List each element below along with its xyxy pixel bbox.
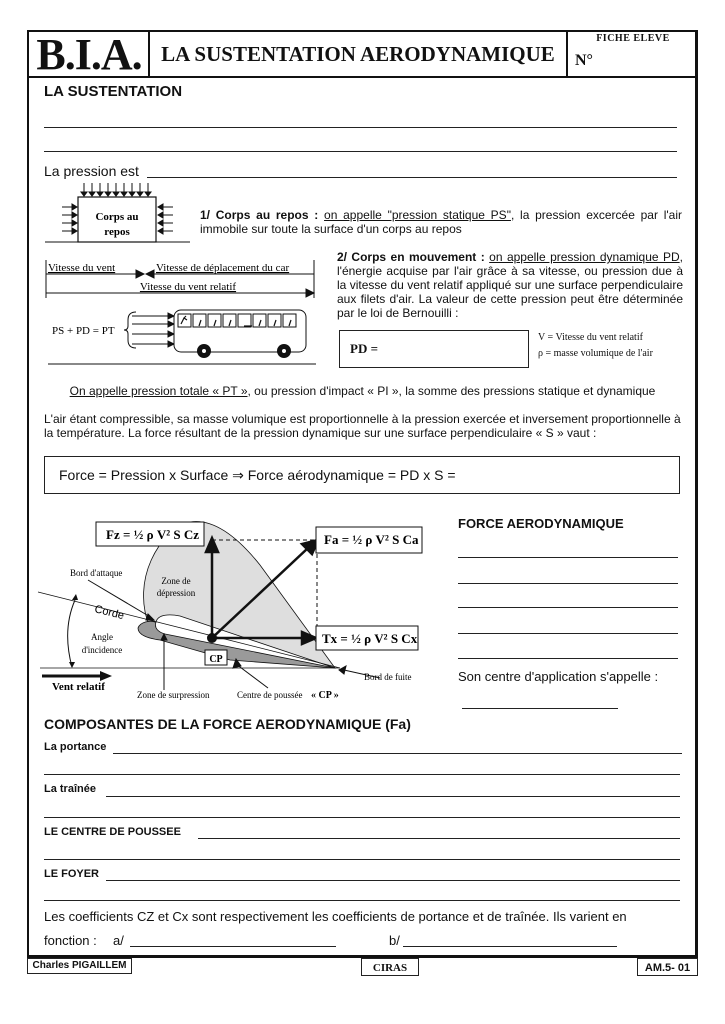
vitesse-car-label: Vitesse de déplacement du car bbox=[156, 262, 290, 274]
repos-paragraph bbox=[200, 208, 682, 236]
vitesse-vent-label: Vitesse du vent bbox=[48, 262, 116, 274]
cp-point bbox=[207, 633, 217, 643]
cp-label: CP bbox=[209, 654, 223, 665]
repos-underlined: on appelle "pression statique PS" bbox=[324, 208, 511, 222]
centre-application-answer[interactable] bbox=[462, 708, 618, 709]
footer-org: CIRAS bbox=[361, 958, 419, 976]
vent-relatif-label: Vent relatif bbox=[52, 681, 105, 693]
page-title: LA SUSTENTATION AERODYNAMIQUE bbox=[161, 42, 555, 66]
answer-line[interactable] bbox=[44, 859, 680, 860]
pression-totale-line bbox=[0, 384, 725, 398]
force-formula: Force = Pression x Surface ⇒ Force aérodynamique = PD x S = bbox=[59, 467, 456, 483]
corps-label-2: repos bbox=[104, 226, 130, 238]
mouvement-rest: , l'énergie acquise par l'air grâce à sa vitesse, ou pression due à la vitesse du vent relatif appliqué sur une surface perpendiculaire aux filets d'air. La valeur de cette pression peut être déterminée par le loi de Bernouilli : bbox=[337, 250, 683, 320]
vitesse-relatif-label: Vitesse du vent relatif bbox=[139, 281, 237, 293]
pression-totale-rest: , ou pression d'impact « PI », la somme des pressions statique et dynamique bbox=[247, 384, 656, 398]
section-heading-sustentation: LA SUSTENTATION bbox=[44, 83, 183, 100]
force-formula-box bbox=[44, 456, 680, 494]
trainee-answer-line[interactable] bbox=[106, 796, 680, 797]
vitesse-bus-diagram bbox=[40, 258, 320, 368]
centre-application-label: Son centre d'application s'appelle : bbox=[458, 669, 659, 684]
zone-depression-label-2: dépression bbox=[156, 588, 196, 598]
pd-formula-box[interactable] bbox=[339, 330, 529, 368]
answer-line[interactable] bbox=[458, 658, 678, 659]
composantes-heading: COMPOSANTES DE LA FORCE AERODYNAMIQUE (Fa) bbox=[44, 716, 411, 732]
fiche-label: FICHE ELEVE bbox=[596, 33, 670, 44]
fa-formula: Fa = ½ ρ V² S Ca bbox=[324, 532, 419, 547]
corde-label: Corde bbox=[93, 603, 126, 623]
centre-poussee-answer-line[interactable] bbox=[198, 838, 680, 839]
bord-attaque-label: Bord d'attaque bbox=[70, 568, 123, 578]
number-label: N° bbox=[575, 52, 593, 69]
composante-label-centre-poussee: LE CENTRE DE POUSSEE bbox=[44, 826, 181, 838]
force-aero-heading: FORCE AERODYNAMIQUE bbox=[458, 516, 624, 531]
answer-line[interactable] bbox=[44, 817, 680, 818]
legend-rho: ρ = masse volumique de l'air bbox=[538, 348, 653, 359]
centre-poussee-cp: « CP » bbox=[311, 690, 339, 701]
mouvement-title: 2/ Corps en mouvement : bbox=[337, 250, 485, 264]
pd-label: PD = bbox=[350, 341, 378, 356]
bord-fuite-label: Bord de fuite bbox=[364, 672, 412, 682]
tx-formula: Tx = ½ ρ V² S Cx bbox=[322, 631, 418, 646]
pression-answer-line[interactable] bbox=[147, 177, 677, 178]
answer-line[interactable] bbox=[458, 607, 678, 608]
coef-a-label: a/ bbox=[113, 933, 124, 948]
angle-label-1: Angle bbox=[91, 632, 113, 642]
legend-v: V = Vitesse du vent relatif bbox=[538, 332, 643, 343]
foyer-answer-line[interactable] bbox=[106, 880, 680, 881]
top-arrows bbox=[81, 183, 151, 196]
mouvement-paragraph bbox=[337, 250, 683, 320]
fz-formula: Fz = ½ ρ V² S Cz bbox=[106, 527, 199, 542]
portance-answer-line[interactable] bbox=[113, 753, 682, 754]
answer-line[interactable] bbox=[458, 583, 678, 584]
composante-label-trainee: La traînée bbox=[44, 783, 96, 795]
answer-line[interactable] bbox=[458, 633, 678, 634]
coef-b-answer-line[interactable] bbox=[403, 946, 617, 947]
composante-label-portance: La portance bbox=[44, 741, 107, 753]
fonction-label: fonction : bbox=[44, 933, 97, 948]
pression-label: La pression est bbox=[44, 163, 139, 179]
corps-au-repos-diagram bbox=[40, 183, 195, 245]
composante-label-foyer: LE FOYER bbox=[44, 868, 100, 880]
equation-label: PS + PD = PT bbox=[52, 325, 115, 337]
answer-line[interactable] bbox=[458, 557, 678, 558]
footer-code: AM.5- 01 bbox=[637, 958, 698, 976]
coef-a-answer-line[interactable] bbox=[130, 946, 336, 947]
air-paragraph: L'air étant compressible, sa masse volumique est proportionnelle à la pression exercée et inversement proportionnelle à la température. La force résultant de la pression dynamique sur une surface perpendiculaire « S » vaut : bbox=[44, 412, 681, 440]
zone-surpression-label: Zone de surpression bbox=[137, 690, 210, 700]
footer-author: Charles PIGAILLEM bbox=[27, 958, 132, 974]
answer-line[interactable] bbox=[44, 774, 680, 775]
airfoil-diagram bbox=[30, 510, 440, 710]
zone-depression-label-1: Zone de bbox=[161, 576, 191, 586]
logo-bia: B.I.A. bbox=[36, 30, 142, 79]
repos-rest: , la pression excercée par l'air immobile sur toute la surface d'un corps au repos bbox=[200, 208, 682, 236]
corps-label-1: Corps au bbox=[95, 211, 139, 223]
angle-label-2: d'incidence bbox=[81, 645, 123, 655]
coef-b-label: b/ bbox=[389, 933, 400, 948]
bus-icon bbox=[174, 310, 306, 358]
answer-line[interactable] bbox=[44, 151, 677, 152]
answer-line[interactable] bbox=[44, 900, 680, 901]
centre-poussee-label: Centre de poussée bbox=[237, 690, 303, 700]
coefficients-text: Les coefficients CZ et Cx sont respectivement les coefficients de portance et de traînée. Ils varient en bbox=[44, 909, 627, 924]
repos-title: 1/ Corps au repos : bbox=[200, 208, 319, 222]
answer-line[interactable] bbox=[44, 127, 677, 128]
mouvement-underlined: on appelle pression dynamique PD bbox=[489, 250, 680, 264]
pression-totale-underlined: On appelle pression totale « PT » bbox=[69, 384, 248, 398]
